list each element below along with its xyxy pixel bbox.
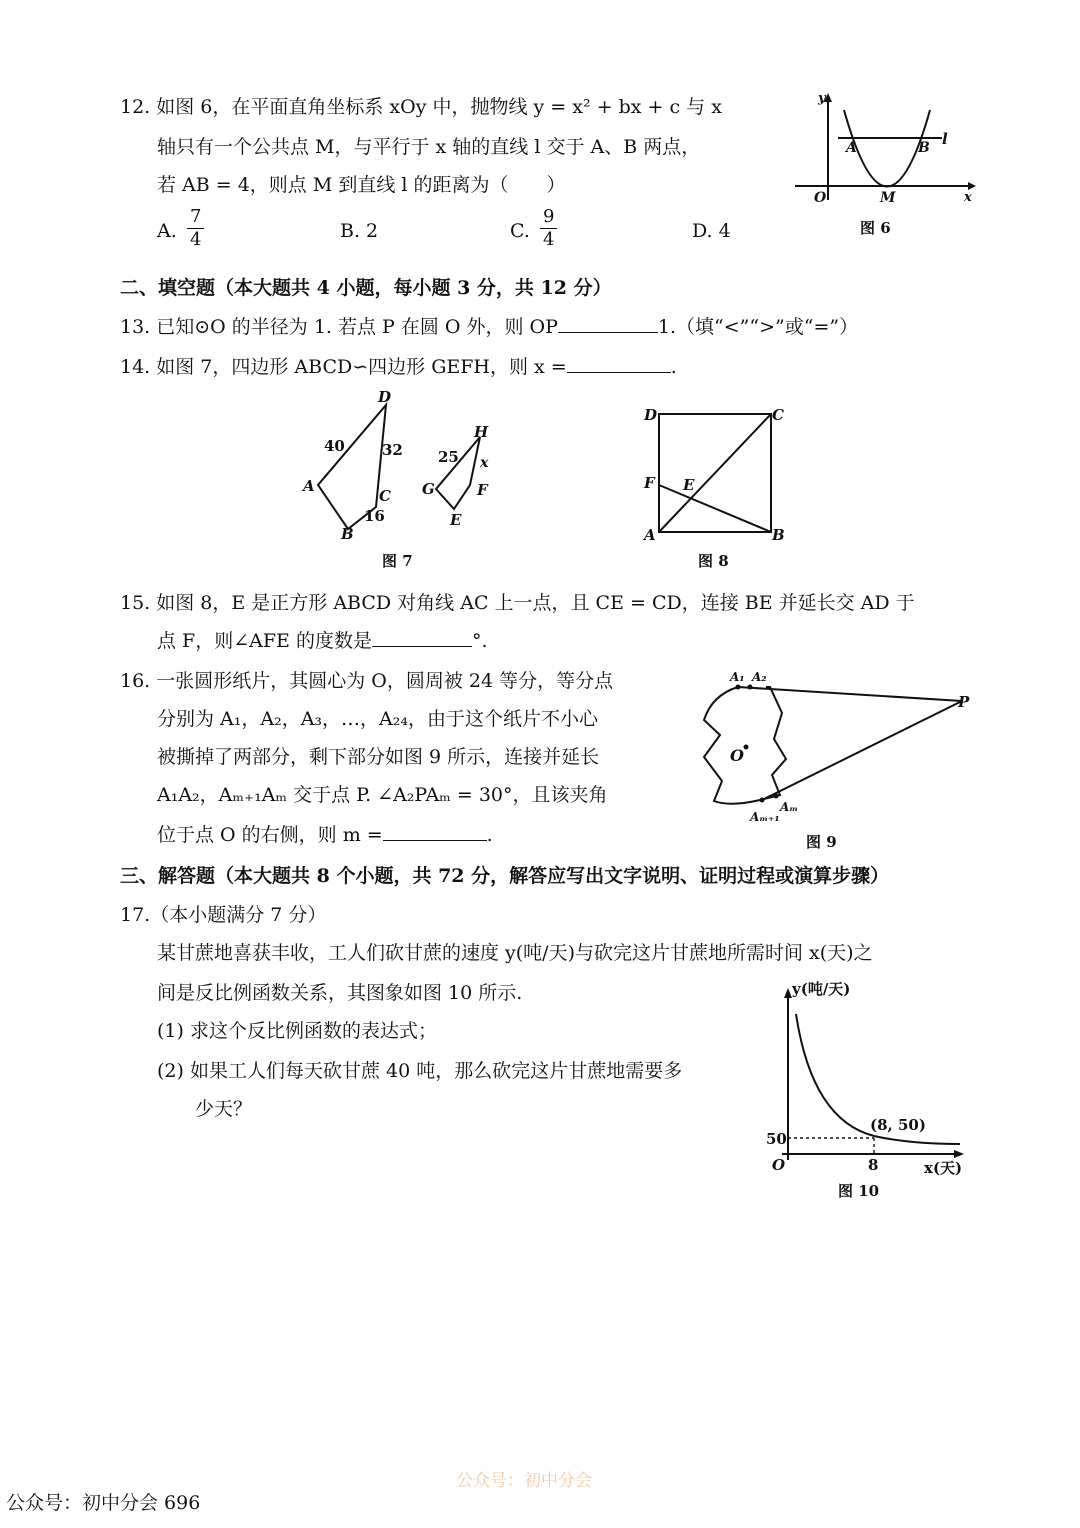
fig10-y-tick-50: 50 <box>766 1130 787 1148</box>
fig9-point-a2 <box>748 685 753 690</box>
fig10-origin-label: O <box>772 1156 786 1174</box>
fig6-label-y: y <box>818 91 826 106</box>
q12-option-c-label: C. <box>510 220 530 242</box>
q16-line4: A₁A₂，Aₘ₊₁Aₘ 交于点 P. ∠A₂PAₘ = 30°，且该夹角 <box>157 784 608 806</box>
fig6-caption: 图 6 <box>860 219 891 237</box>
fig9-label-p: P <box>958 693 970 711</box>
fig10-caption: 图 10 <box>838 1182 880 1200</box>
figure-8 <box>640 400 800 580</box>
fig6-x-arrow <box>968 182 976 190</box>
watermark: 公众号：初中分会 <box>456 1471 592 1491</box>
q12-option-a-numerator: 7 <box>187 206 204 229</box>
fig10-y-arrow <box>784 988 792 998</box>
q17-sub2-line1: (2) 如果工人们每天砍甘蔗 40 吨，那么砍完这片甘蔗地需要多 <box>157 1060 683 1082</box>
q12-line1: 12. 如图 6，在平面直角坐标系 xOy 中，抛物线 y = x² + bx + c 与 x <box>120 96 722 118</box>
fig7-length-16: 16 <box>364 507 385 525</box>
fig9-center-o <box>744 745 749 750</box>
q17-sub2-line2: 少天？ <box>195 1098 253 1120</box>
q13-answer-blank <box>558 332 658 333</box>
fig7-length-32: 32 <box>382 441 403 459</box>
fig8-caption: 图 8 <box>698 552 729 570</box>
q16-end: . <box>486 824 493 846</box>
figure-7 <box>290 385 530 575</box>
q12-option-c-denominator: 4 <box>543 229 555 250</box>
fig7-label-x: x <box>480 455 489 471</box>
fig6-label-o: O <box>814 190 827 206</box>
fig9-label-am: Aₘ <box>780 800 799 814</box>
fig9-label-a1: A₁ <box>730 670 745 684</box>
fig6-label-l: l <box>942 130 948 148</box>
fig7-label-b: B <box>341 525 354 543</box>
q15-line1: 15. 如图 8，E 是正方形 ABCD 对角线 AC 上一点，且 CE = CD，连接 BE 并延长交 AD 于 <box>120 592 915 614</box>
fig9-line-am-p <box>762 701 962 800</box>
q12-line2: 轴只有一个公共点 M，与平行于 x 轴的直线 l 交于 A、B 两点， <box>157 136 701 158</box>
fig9-label-am1: Aₘ₊₁ <box>750 810 780 824</box>
fig9-line-a1a2-p <box>738 687 962 701</box>
fig7-label-h: H <box>474 423 489 441</box>
fig7-label-e: E <box>450 511 462 529</box>
q16-line3: 被撕掉了两部分，剩下部分如图 9 所示，连接并延长 <box>157 746 600 768</box>
q12-option-c-fraction <box>540 206 557 251</box>
q16-text: 位于点 O 的右侧，则 m = <box>157 824 383 846</box>
fig8-segment-bf <box>659 485 771 532</box>
figure-10 <box>760 980 975 1205</box>
q15-answer-blank <box>372 646 472 647</box>
fig7-label-d: D <box>378 388 392 406</box>
fig8-diagonal-ac <box>659 414 771 532</box>
fig9-point-am1 <box>760 798 765 803</box>
fig9-label-a2: A₂ <box>752 670 767 684</box>
section-3-heading: 三、解答题（本大题共 8 个小题，共 72 分，解答应写出文字说明、证明过程或演算步骤） <box>120 865 890 887</box>
q17-sub1: (1) 求这个反比例函数的表达式； <box>157 1020 437 1042</box>
q14 <box>120 352 677 379</box>
q13-text: 13. 已知⊙O 的半径为 1. 若点 P 在圆 O 外，则 OP <box>120 316 558 338</box>
q12-line3: 若 AB = 4，则点 M 到直线 l 的距离为（ ） <box>157 174 566 196</box>
q15-line2 <box>157 626 488 653</box>
fig9-caption: 图 9 <box>806 833 837 851</box>
fig7-label-c: C <box>379 487 391 505</box>
q17-line1: 某甘蔗地喜获丰收，工人们砍甘蔗的速度 y(吨/天)与砍完这片甘蔗地所需时间 x(天)之 <box>157 942 873 964</box>
fig7-label-g: G <box>422 480 435 498</box>
q12-option-a-label: A. <box>157 220 177 242</box>
q12-option-d: D. 4 <box>692 220 731 242</box>
q14-end: . <box>670 356 677 378</box>
fig7-length-40: 40 <box>324 437 345 455</box>
q14-answer-blank <box>567 372 671 373</box>
q12-option-a-denominator: 4 <box>190 229 202 250</box>
fig7-label-f: F <box>477 481 488 499</box>
q12-option-a-fraction <box>187 206 204 251</box>
q12-option-c-numerator: 9 <box>540 206 557 229</box>
q16-answer-blank <box>383 840 487 841</box>
fig8-label-b: B <box>772 526 785 544</box>
fig6-label-b: B <box>918 140 930 156</box>
fig10-x-arrow <box>954 1150 964 1158</box>
fig10-x-label: x(天) <box>924 1159 963 1177</box>
q15-end: °. <box>471 630 488 652</box>
q16-line5 <box>157 820 493 847</box>
fig7-caption: 图 7 <box>382 552 413 570</box>
q13-text-end: 1.（填“<”“>”或“=”） <box>657 316 859 338</box>
fig6-label-x: x <box>964 190 972 205</box>
fig7-label-a: A <box>303 477 315 495</box>
section-2-heading: 二、填空题（本大题共 4 小题，每小题 3 分，共 12 分） <box>120 277 612 299</box>
fig8-label-d: D <box>644 406 658 424</box>
q13 <box>120 312 858 339</box>
figure-6 <box>790 88 980 243</box>
q16-line1: 16. 一张圆形纸片，其圆心为 O，圆周被 24 等分，等分点 <box>120 670 614 692</box>
figure-9 <box>690 665 980 855</box>
fig7-length-25: 25 <box>438 448 459 466</box>
fig10-y-label: y(吨/天) <box>792 980 851 998</box>
fig8-label-f: F <box>644 474 655 492</box>
fig10-x-tick-8: 8 <box>868 1156 879 1174</box>
fig8-label-c: C <box>772 406 784 424</box>
q16-line2: 分别为 A₁，A₂，A₃，…，A₂₄，由于这个纸片不小心 <box>157 708 599 730</box>
fig9-point-a1 <box>736 685 741 690</box>
q14-text: 14. 如图 7，四边形 ABCD∽四边形 GEFH，则 x = <box>120 356 567 378</box>
fig9-label-o: O <box>730 746 744 765</box>
q15-text: 点 F，则∠AFE 的度数是 <box>157 630 372 652</box>
q17-title: 17.（本小题满分 7 分） <box>120 904 327 926</box>
fig6-label-m: M <box>880 190 896 206</box>
fig9-point-am <box>774 794 779 799</box>
q17-line2: 间是反比例函数关系，其图象如图 10 所示. <box>157 982 523 1004</box>
fig6-label-a: A <box>846 140 857 156</box>
fig10-point-label: (8, 50) <box>870 1116 926 1134</box>
fig8-label-a: A <box>644 526 656 544</box>
q12-option-b: B. 2 <box>340 220 379 242</box>
fig8-label-e: E <box>683 476 695 494</box>
footer-account: 公众号：初中分会 696 <box>6 1492 201 1514</box>
